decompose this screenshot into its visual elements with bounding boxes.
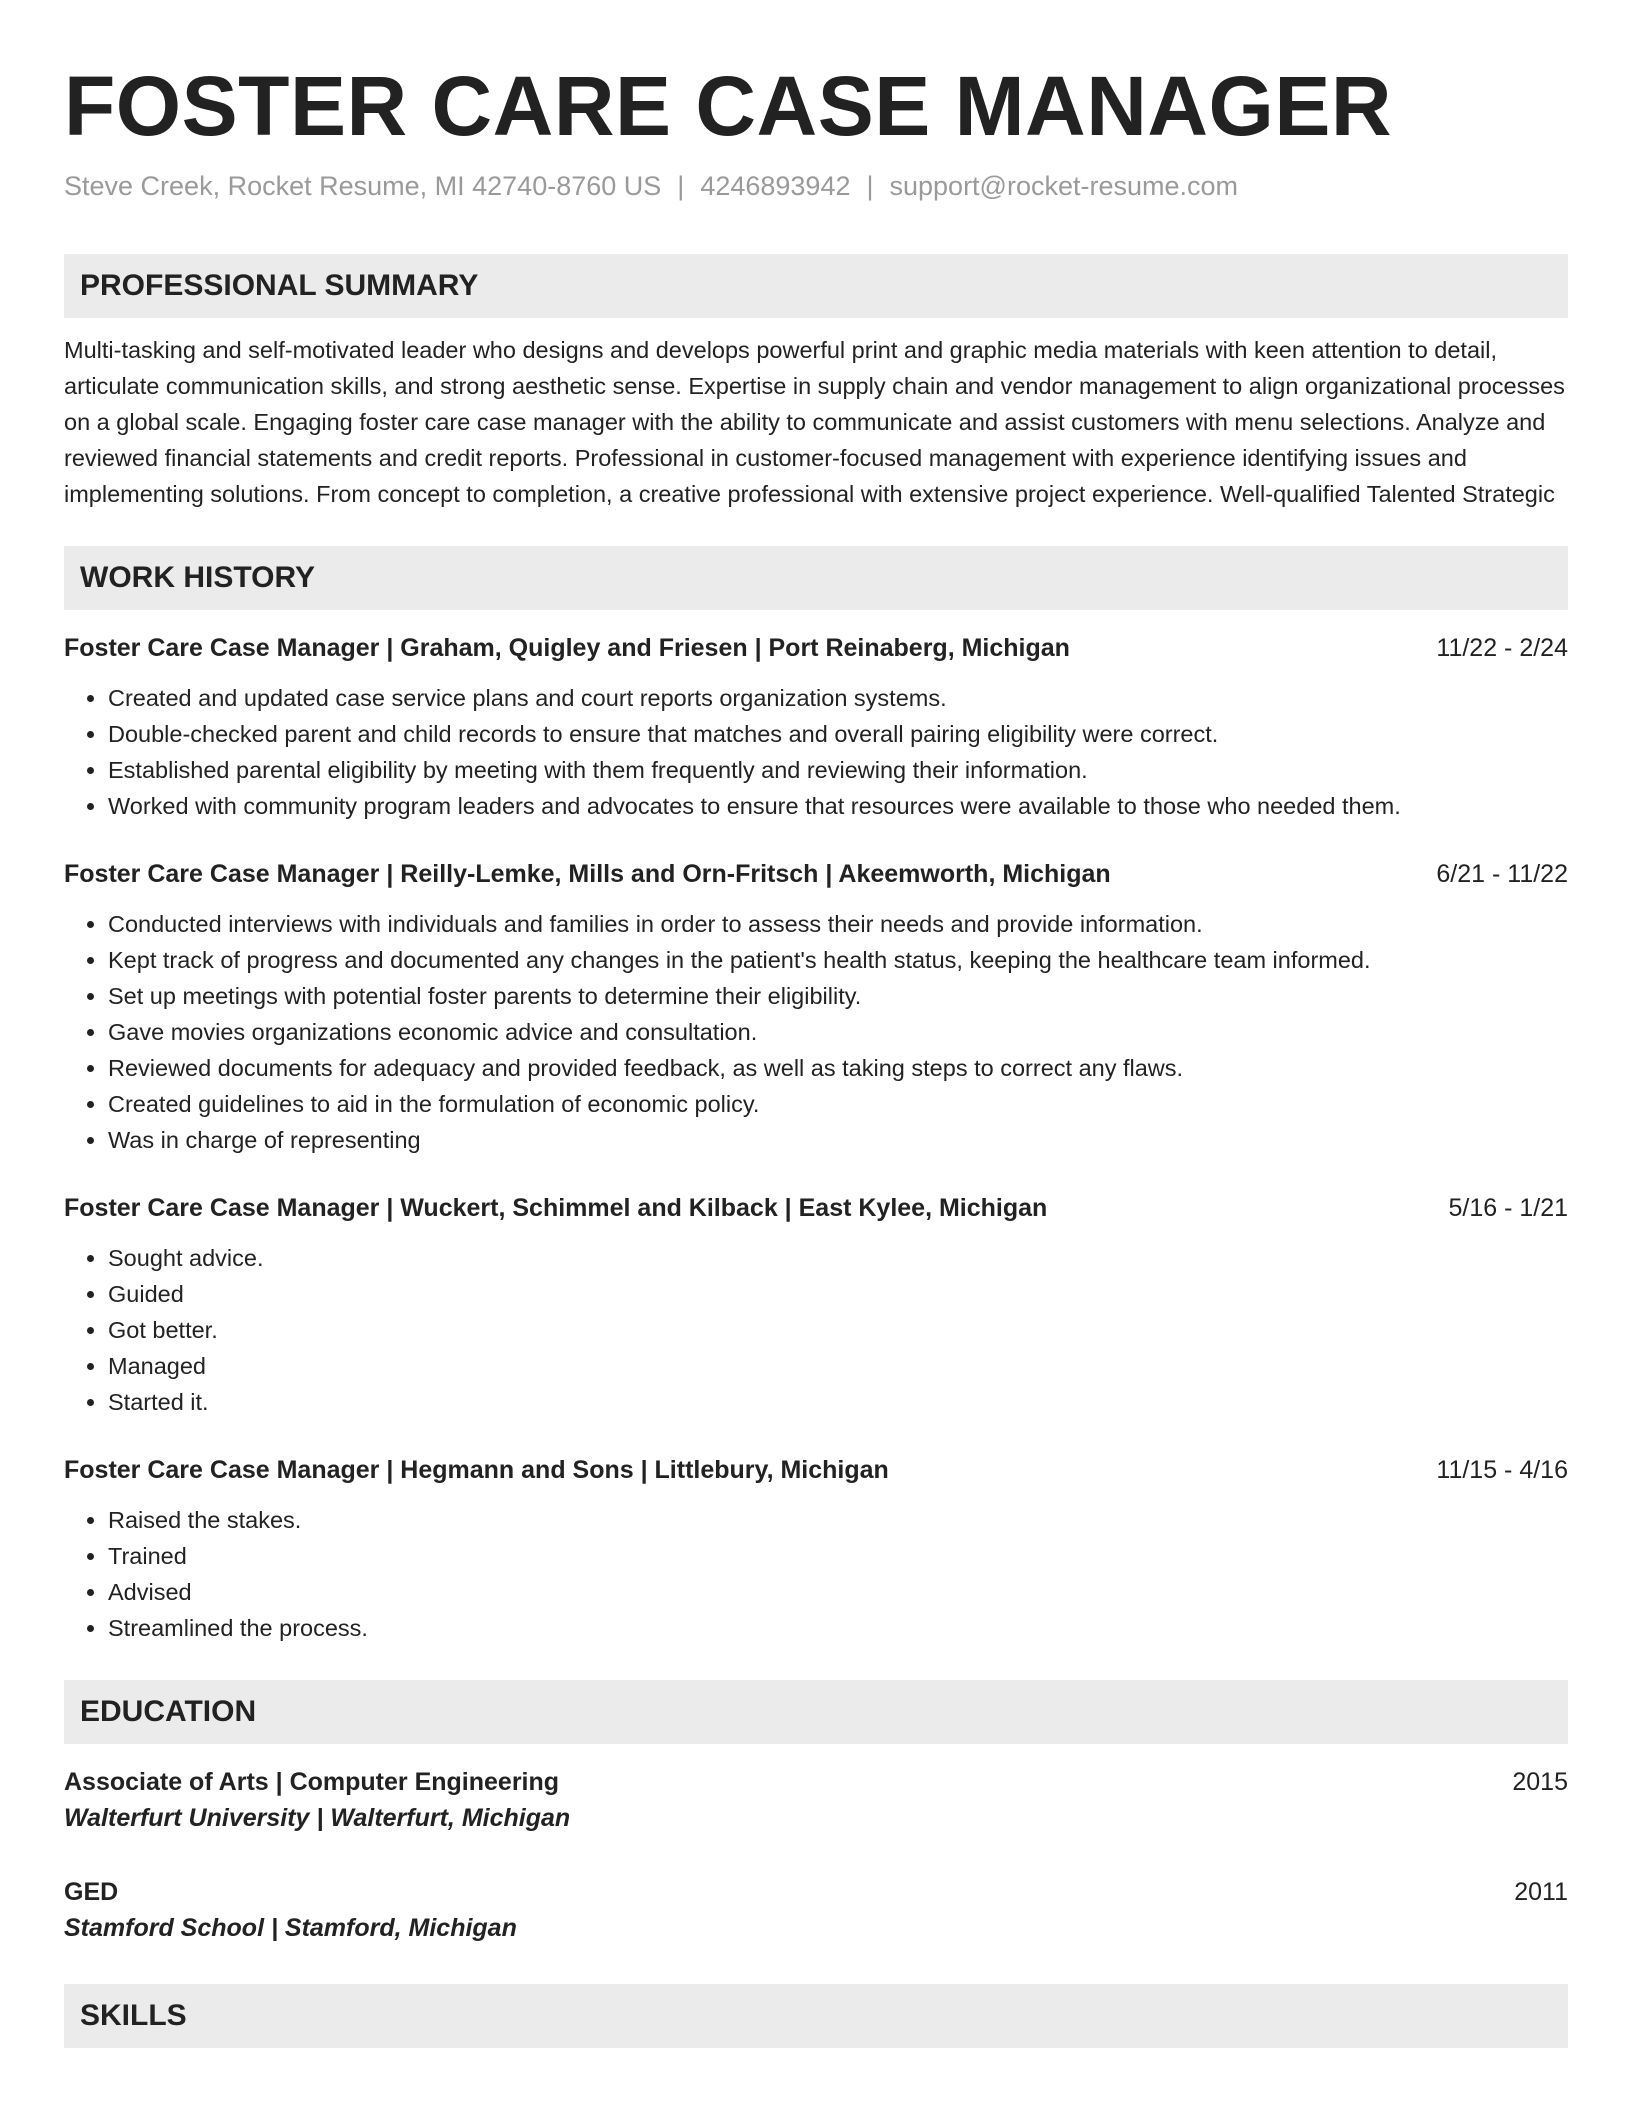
education-school: Walterfurt University | Walterfurt, Michigan xyxy=(64,1804,571,1832)
job-entry xyxy=(64,630,1568,824)
section-header-skills: SKILLS xyxy=(64,1984,1568,2048)
job-header xyxy=(64,1190,1568,1226)
job-bullet: • Managed xyxy=(108,1348,1568,1384)
job-entry xyxy=(64,856,1568,1158)
contact-email[interactable]: support@rocket-resume.com xyxy=(889,171,1239,201)
contact-line xyxy=(64,168,1568,204)
job-bullet: • Double-checked parent and child records to ensure that matches and overall pairing eligibility were correct. xyxy=(108,716,1568,752)
job-bullet: • Gave movies organizations economic advice and consultation. xyxy=(108,1014,1568,1050)
education-header xyxy=(64,1764,1568,1800)
education-degree: Associate of Arts | Computer Engineering xyxy=(64,1768,560,1796)
education-entry xyxy=(64,1764,1568,1836)
job-bullet: • Raised the stakes. xyxy=(108,1502,1568,1538)
contact-separator: | xyxy=(677,171,685,201)
contact-phone: 4246893942 xyxy=(700,171,851,201)
job-entry xyxy=(64,1452,1568,1646)
education-year: 2011 xyxy=(1514,1878,1568,1906)
job-dates: 11/22 - 2/24 xyxy=(1436,634,1568,662)
job-bullet: • Created guidelines to aid in the formulation of economic policy. xyxy=(108,1086,1568,1122)
job-dates: 5/16 - 1/21 xyxy=(1448,1194,1568,1222)
job-title: Foster Care Case Manager | Graham, Quigley and Friesen | Port Reinaberg, Michigan xyxy=(64,634,1070,662)
job-title: Foster Care Case Manager | Hegmann and Sons | Littlebury, Michigan xyxy=(64,1456,889,1484)
section-header-education: EDUCATION xyxy=(64,1680,1568,1744)
job-bullet: • Reviewed documents for adequacy and provided feedback, as well as taking steps to correct any flaws. xyxy=(108,1050,1568,1086)
job-bullet: • Got better. xyxy=(108,1312,1568,1348)
job-bullet: • Created and updated case service plans and court reports organization systems. xyxy=(108,680,1568,716)
job-bullet: • Established parental eligibility by meeting with them frequently and reviewing their information. xyxy=(108,752,1568,788)
job-dates: 6/21 - 11/22 xyxy=(1436,860,1568,888)
contact-separator: | xyxy=(866,171,874,201)
resume-title: FOSTER CARE CASE MANAGER xyxy=(64,59,1393,153)
section-header-summary: PROFESSIONAL SUMMARY xyxy=(64,254,1568,318)
job-bullets xyxy=(64,680,1568,824)
summary-text: Multi-tasking and self-motivated leader who designs and develops powerful print and graphic media materials with keen attention to detail, articulate communication skills, and strong aesthetic sense. Expertise in supply chain and vendor management to align organizational processes on a global scale. Engaging foster care case manager with the ability to communicate and assist customers with menu selections. Analyze and reviewed financial statements and credit reports. Professional in customer-focused management with experience identifying issues and implementing solutions. From concept to completion, a creative professional with extensive project experience. Well-qualified Talented Strategic xyxy=(64,337,1565,507)
job-bullet: • Worked with community program leaders and advocates to ensure that resources were available to those who needed them. xyxy=(108,788,1568,824)
job-bullet: • Sought advice. xyxy=(108,1240,1568,1276)
job-title: Foster Care Case Manager | Wuckert, Schimmel and Kilback | East Kylee, Michigan xyxy=(64,1194,1048,1222)
job-bullet: • Kept track of progress and documented any changes in the patient's health status, keeping the healthcare team informed. xyxy=(108,942,1568,978)
contact-address: Steve Creek, Rocket Resume, MI 42740-8760 US xyxy=(64,171,662,201)
job-bullets xyxy=(64,906,1568,1158)
education-entry xyxy=(64,1874,1568,1946)
job-bullet: • Set up meetings with potential foster parents to determine their eligibility. xyxy=(108,978,1568,1014)
job-header xyxy=(64,630,1568,666)
job-bullet: • Was in charge of representing xyxy=(108,1122,1568,1158)
education-header xyxy=(64,1874,1568,1910)
job-bullet: • Advised xyxy=(108,1574,1568,1610)
education-year: 2015 xyxy=(1512,1768,1568,1796)
job-bullet: • Trained xyxy=(108,1538,1568,1574)
job-bullet: • Started it. xyxy=(108,1384,1568,1420)
job-title: Foster Care Case Manager | Reilly-Lemke, Mills and Orn-Fritsch | Akeemworth, Michigan xyxy=(64,860,1111,888)
job-bullet: • Streamlined the process. xyxy=(108,1610,1568,1646)
education-school: Stamford School | Stamford, Michigan xyxy=(64,1914,517,1942)
section-header-work-history: WORK HISTORY xyxy=(64,546,1568,610)
job-dates: 11/15 - 4/16 xyxy=(1436,1456,1568,1484)
job-bullets xyxy=(64,1502,1568,1646)
education-degree: GED xyxy=(64,1878,119,1906)
job-bullets xyxy=(64,1240,1568,1420)
job-header xyxy=(64,1452,1568,1488)
job-entry xyxy=(64,1190,1568,1420)
job-bullet: • Guided xyxy=(108,1276,1568,1312)
job-header xyxy=(64,856,1568,892)
job-bullet: • Conducted interviews with individuals and families in order to assess their needs and provide information. xyxy=(108,906,1568,942)
